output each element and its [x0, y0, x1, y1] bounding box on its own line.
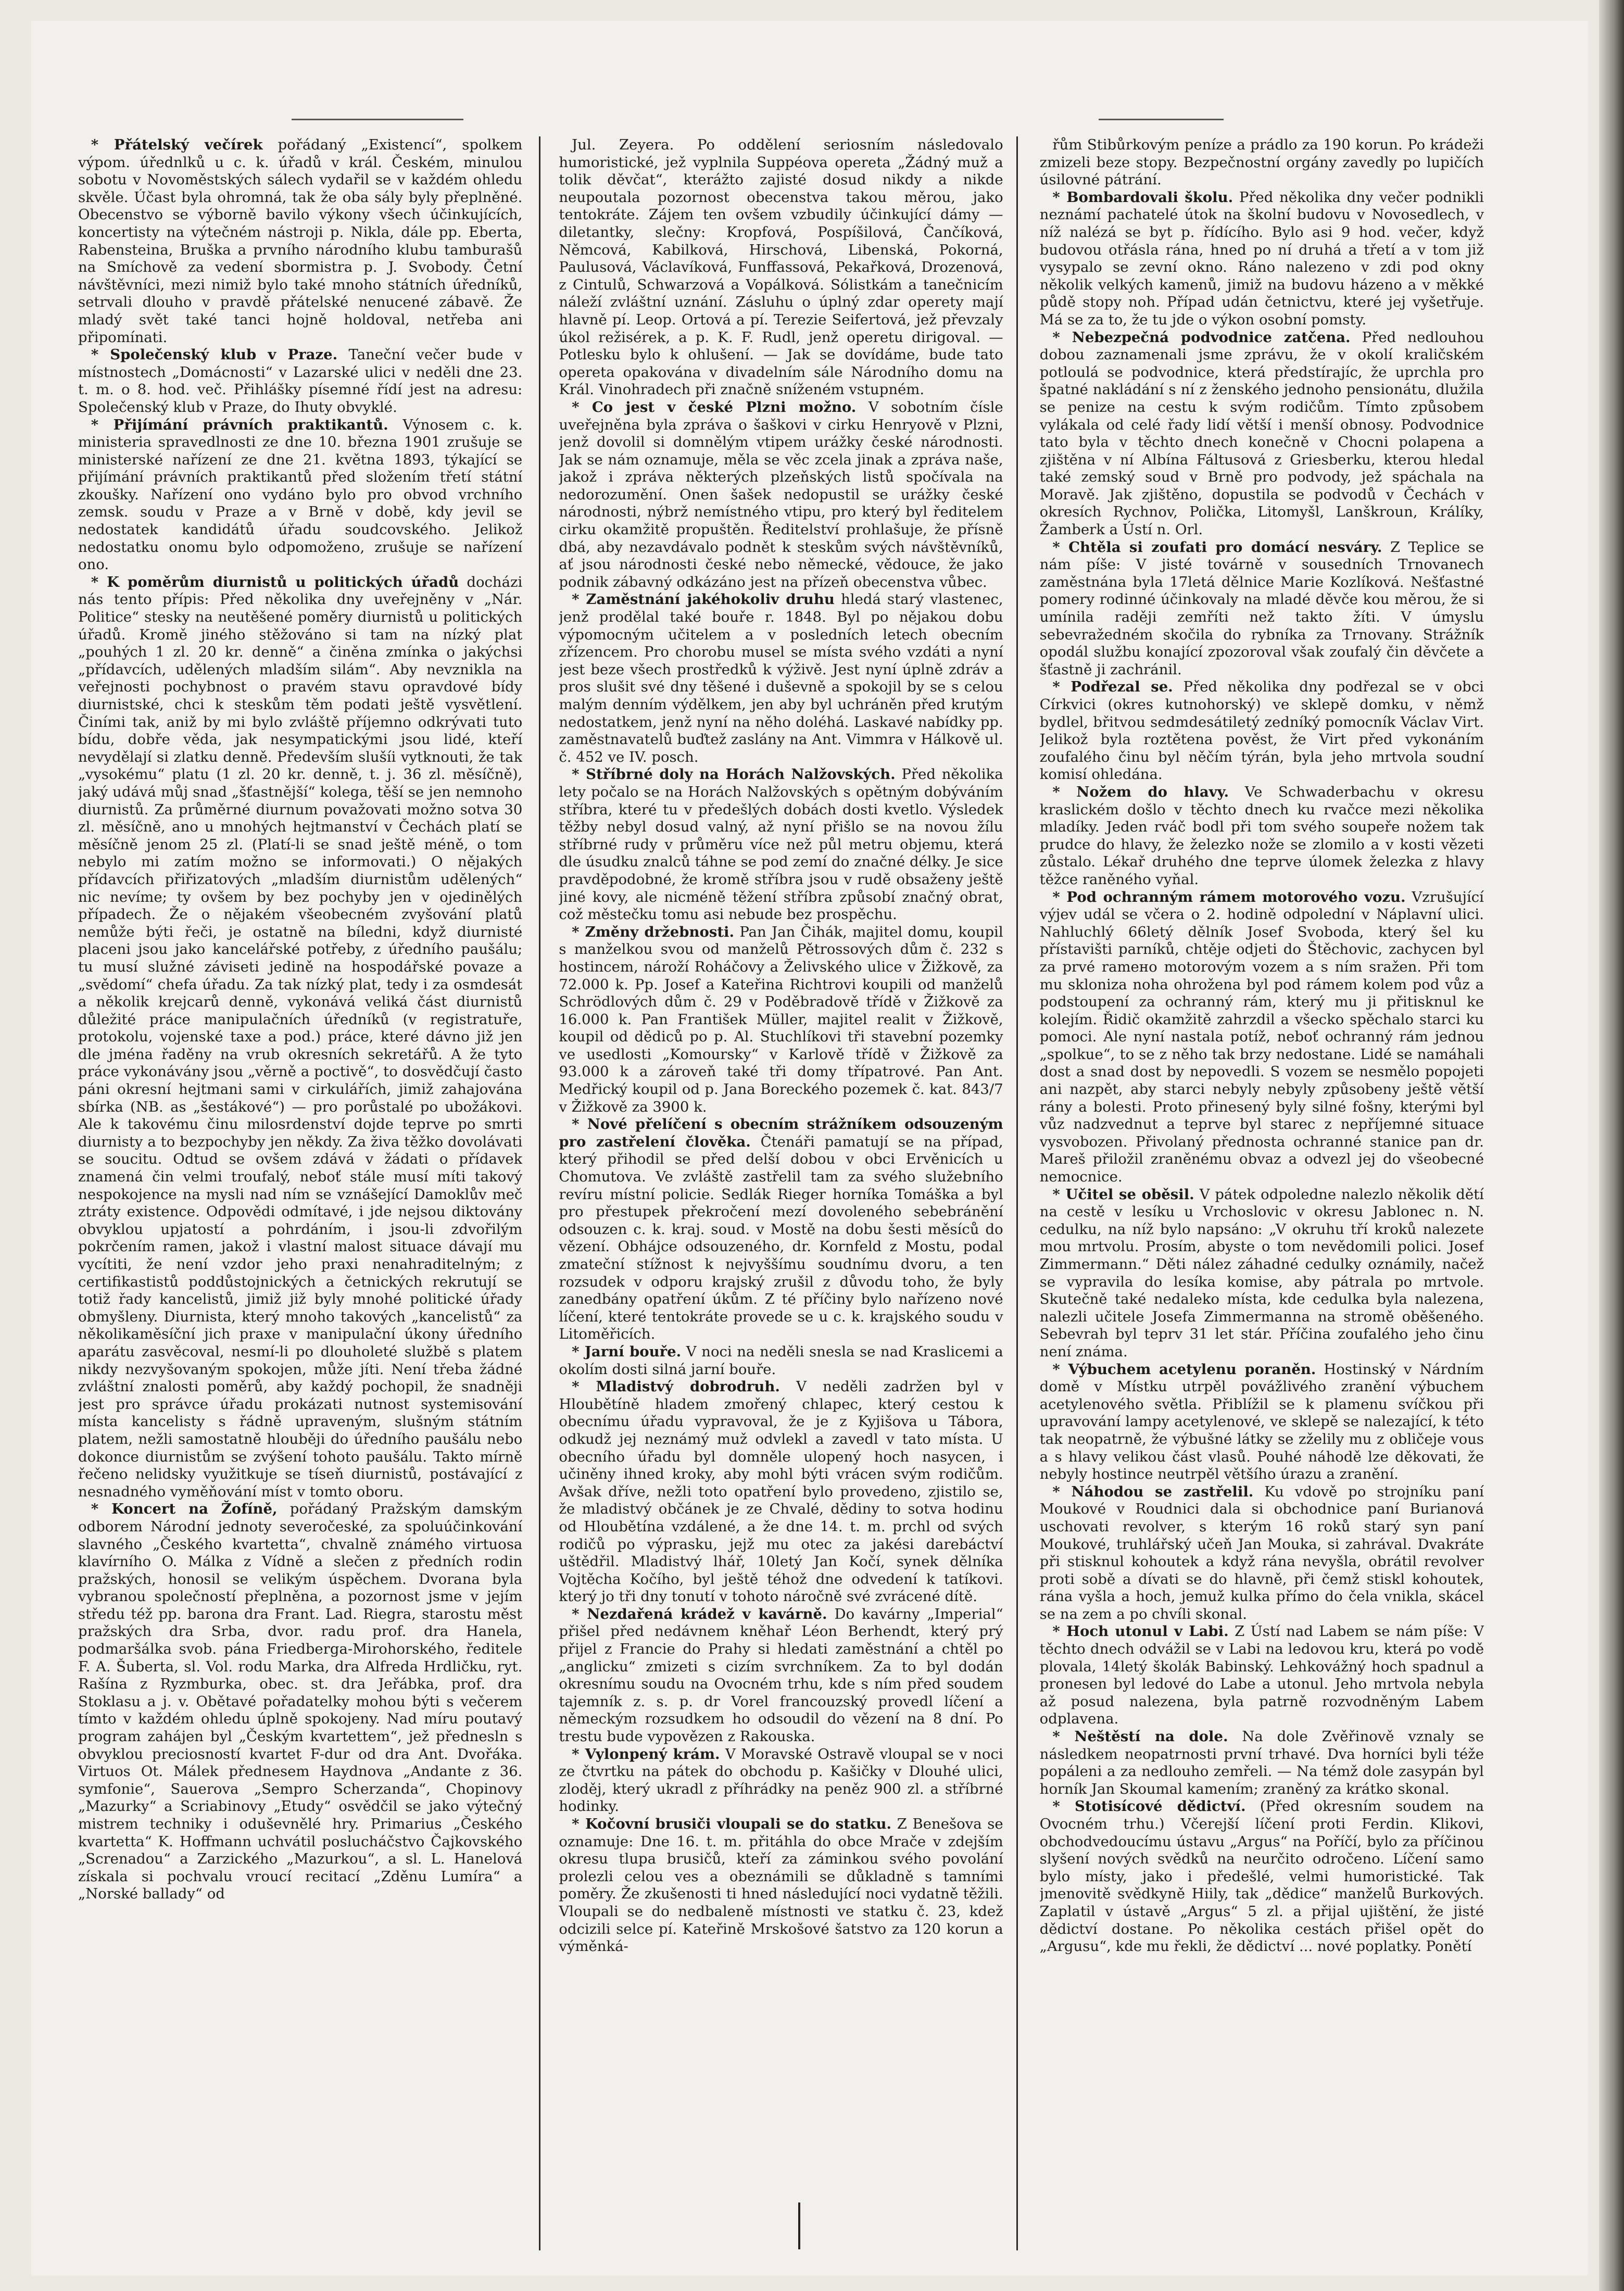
news-item-body: pořádaný „Existencí“, spolkem výpom. úřednlků u c. k. úřadů v král. Českém, minulou sobotu v Novoměstských sálech vydařil se v každém ohledu skvěle. Účast byla ohromná, tak že oba sály byly přeplněné. Obecenstvo se výborně bavilo výkony všech účinkujících, koncertisty na výtečném nástroji p. Nikla, dále pp. Eberta, Rabensteina, Bruška a prvního národního klubu tamburašů na Smíchově za vedení sbormistra p. J. Svobody. Četní návštěvníci, mezi nimiž bylo také mnoho státních úředníků, setrvali dlouho v pravdě přátelské nenucené zábavě. Že mladý svět také tanci hojně holdoval, netřeba ani připomínati. [78, 136, 523, 346]
news-item [559, 1116, 1003, 1343]
column-2 [559, 136, 1003, 2250]
news-item-heading: * Stříbrné doly na Horách Nalžovských. [572, 766, 896, 783]
news-item-heading: * Podřezal se. [1052, 678, 1173, 696]
news-item [559, 766, 1003, 923]
news-item [559, 399, 1003, 591]
news-item-heading: * Nové přelíčení s obecním strážníkem odsouzeným pro zastřelení člověka. [559, 1116, 1003, 1150]
news-item-heading: * Kočovní brusiči vloupali se do statku. [572, 1816, 892, 1832]
news-item [559, 1816, 1003, 1956]
news-item [1040, 1186, 1484, 1361]
news-item [559, 1378, 1003, 1606]
news-item-heading: * K poměrům diurnistů u politických úřadů [91, 573, 459, 590]
news-item-body: (Před okresním soudem na Ovocném trhu.) Včerejší líčení proti Ferdin. Klikovi, obchodvedoucímu ústavu „Argus“ na Poříčí, bylo za příčinou slyšení nových svědků na neurčito odročeno. Líčení samo bylo místy, jako i předešlé, velmi humoristické. Tak jmenovitě svědkyně Hiily, tak „dědice“ manželů Burkových. Zaplatil v ústavě „Argus“ 5 zl. a přijal ujištění, že jisté dědictví dostane. Po několika cestách přišel opět do „Argusu“, kde mu řekli, že dědictví ... nové poplatky. Ponětí [1039, 1798, 1484, 1955]
news-item-heading: * Pod ochranným rámem motorového vozu. [1052, 888, 1406, 905]
news-item [1040, 189, 1484, 329]
news-item [78, 1501, 522, 1903]
news-item-body: Z Ústí nad Labem se nám píše: V těchto dnech odvážil se v Labi na ledovou kru, která po vodě plovala, 14letý školák Babinský. Lehkovážný hoch spadnul a pronesen byl ledové do Labe a utonul. Jeho mrtvola nebyla až posud nalezena, byla patrně rozvodněným Labem odplavena. [1039, 1623, 1484, 1728]
news-item-heading: * Učitel se oběsil. [1052, 1186, 1194, 1203]
news-item-heading: * Přátelský večírek [91, 136, 263, 153]
news-item [1040, 1798, 1484, 1955]
news-item [78, 136, 522, 346]
news-item-heading: * Mladistvý dobrodruh. [572, 1378, 780, 1395]
news-item-body: Vzrušující výjev udál se včera o 2. hodině odpolední v Náplavní ulici. Nahluchlý 66letý dělník Josef Svoboda, který šel ku přístavišti parníků, chtěje odjeti do Štěchovic, zachycen byl za prvé ramено motorovým vozem a s ním sražen. Při tom mu skloniza noha ohrožena byl pod rámem kolem pod vůz a podstoupení za ochranný rám, který mu ji přitisknul ke kolejím. Řidič okamžitě zahrzdil a všecko spěchalo starci ku pomoci. Ale nyní nastala potíž, neboť ochranný rám jednou „spolkue“, to se z něho tak brzy nedostane. Lidé se namáhali dost a snad dost by nepovedli. S vozem se nesmělo popojeti ani nazpět, aby starci nebyly nebyly způsobeny ještě větší rány a bolesti. Proto přinesený byly silné fošny, kterými byl vůz nadzvednut a teprve byl starec z nepříjemné situace vysvobozen. Přivolaný přednosta ochranné stanice pan dr. Mareš přiložil zraněnému obvaz a odvezl jej do všeobecné nemocnice. [1039, 888, 1484, 1186]
news-item [1040, 136, 1484, 189]
header-rule-left [292, 119, 463, 120]
news-item-heading: * Chtěla si zoufati pro domácí nesváry. [1052, 538, 1382, 556]
news-item-heading: * Společenský klub v Praze. [91, 346, 338, 363]
news-item-body: hledá starý vlastenec, jenž prodělal také bouře r. 1848. Byl po nějakou dobu výpomocným učitelem a v posledních letech obecním zřízencem. Pro chorobu musel se místa svého vzdáti a nyní jest beze všech prostředků k výživě. Jest nyní úplně zdráv a pros slušit své dny těšené i duševně a spokojil by se s celou malým denním výdělkem, jen aby byl uchráněn před krutým nedostatkem, jenž nyní na něho doléhá. Laskavé nabídky pp. zaměstnavatelů buďtež zaslány na Ant. Vimmra v Hálkově ul. č. 452 ve IV. posch. [559, 591, 1003, 765]
news-item-heading: * Co jest v české Plzni možno. [572, 398, 857, 416]
news-item-body: pořádaný Pražským damským odborem Národní jednoty severočeské, za spoluúčinkování slavného „Českého kvartetta“, chvalně známého virtuosa klavírního O. Málka z Vídně a slečen z předních rodin pražských, honosil se velikým úspěchem. Dvorana byla vybranou společností přeplněna, a pozornost jsme v jejím středu též pp. barona dra Frant. Lad. Riegra, starostu měst pražských dra Srba, dvor. radu prof. dra Hanela, podmaršálka svob. pána Friedberga-Mirohorského, ředitele F. A. Šuberta, sl. Vol. rodu Marka, dra Alfreda Hrdličku, ryt. Rašína z Ryzmburka, obec. st. dra Jeřábka, prof. dra Stoklasu a j. v. Obětavé pořadatelky mohou býti s večerem tímto v každém ohledu úplně spokojeny. Nad míru poutavý program zahájen byl „Českým kvartettem“, jež přednesln s obvyklou preciosností kvartet F-dur od dra Ant. Dvořáka. Virtuos Ot. Málek přednesem Haydnova „Andante z 36. symfonie“, Sauerova „Sempro Scherzanda“, Chopinovy „Mazurky“ a Scriabinovy „Etudy“ osvědčil se jako výtečný mistrem techniky i oduševnělé hry. Primarius „Českého kvartetta“ K. Hoffmann uchvátil poslucháčstvo Čajkovského „Screnadou“ a Zarzického „Mazurkou“, a sl. L. Hanelová získala si pochvalu vroucí recitací „Zděnu Lumíra“ a „Norské ballady“ od [78, 1501, 523, 1903]
news-item-body: Z Teplice se nám píše: V jisté továrně v sousedních Trnovanech zaměstnána byla 17letá dělnice Marie Kozlíková. Nešťastné pomery rodinné účinkovaly na mladé děvče kou měrou, že si umínila raději zemříti než takto žíti. V úmyslu sebevražedném skočila do rybníka za Trnovany. Strážník opodál službu konající zpozoroval však zoufalý čin děvčete a šťastně ji zachránil. [1039, 538, 1484, 678]
news-item-heading: * Neštěstí na dole. [1052, 1728, 1228, 1745]
news-item-body: Taneční večer bude v místnostech „Domácnosti“ v Lazarské ulici v neděli dne 23. t. m. o 8. hod. več. Přihlášky písemné řídí jest na adresu: Společenský klub v Praze, do Ihuty obvyklé. [78, 346, 523, 416]
news-item-heading: * Zaměstnání jakéhokoliv druhu [572, 591, 835, 608]
news-item-body: Výnosem c. k. ministeria spravedlnosti ze dne 10. března 1901 zrušuje se ministerské nařízení ze dne 21. května 1893, týkající se přijímání právních praktikantů před složením třetí státní zkoušky. Nařízení ono vydáno bylo pro obvod vrchního zemsk. soudu v Praze a v Brně v době, kdy jevil se nedostatek kandidátů úřadu soudcovského. Jelikož nedostatku onomu bylo odpomoženo, zrušuje se nařízení ono. [78, 416, 523, 573]
news-item [1040, 1623, 1484, 1728]
news-item [559, 1343, 1003, 1378]
column-1 [78, 136, 522, 2250]
news-item-heading: * Přijímání právních praktikantů. [91, 416, 388, 433]
news-item [559, 136, 1003, 399]
header-rule-right [1099, 119, 1224, 120]
news-item-body: V Moravské Ostravě vloupal se v noci ze čtvrtku na pátek do obchodu p. Kašičky v Dlouhé ulici, zloděj, který ukradl z příhrádky na peněz 900 zl. a stříbrné hodinky. [559, 1745, 1003, 1815]
news-item-heading: * Stotisícové dědictví. [1052, 1798, 1246, 1815]
news-item-body: V noci na neděli snesla se nad Kraslicemi a okolím dosti silná jarní bouře. [559, 1343, 1003, 1378]
news-item-body: Před nedlouhou dobou zaznamenali jsme zprávu, že v okolí kraličském potloulá se podvodnice, která předstírajíc, že uprchla pro špatné nakládání s ní z ženského jednoho pensionátu, dlužila se penize na cestu k svým rodičům. Tímto způsobem vylákala od celé řady lidí větší i menší obnosy. Podvodnice tato byla v těchto dnech konečně v Chocni polapena a zjištěna v ní Albína Fáltusová z Griesberku, kterou hledal také zemský soud v Brně pro podvody, jež spáchala na Moravě. Jak zjištěno, dopustila se podvodů v Čechách v okresích Rychnov, Polička, Litomyšl, Lanškroun, Králíky, Žamberk a Ústí n. Orl. [1039, 329, 1484, 538]
news-item-body: Před několika lety počalo se na Horách Nalžovských s opětným dobýváním stříbra, které tu v předešlých dobách dosti kvetlo. Výsledek těžby nebyl dosud valný, až nyní přišlo se na novou žílu stříbrné rudy v průměru více než půl metru objemu, která dle úsudku znalců táhne se pod zemí do značné délky. Je sice pravděpodobné, že kromě stříbra jsou v rudě obsaženy ještě jiné kovy, ale nicméně těžení stříbra způsobí značný obrat, což městečku tomu asi nebude bez prospěchu. [559, 766, 1003, 923]
news-item-body: docházi nás tento přípis: Před několika dny uveřejněny v „Nár. Politice“ stesky na neutěšené poměry diurnistů u politických úřadů. Kromě jiného stěžováno si tam na nízký plat „pouhých 1 zl. 20 kr. denně“ a činěna zmínka o jakýchsi „přídavcích, udělených mladším silám“. Aby nevznikla na veřejnosti pochybnost o pravém stavu opravdové bídy diurnistské, chci k steskům těm podati ještě vysvětlení. Činími tak, aniž by mi bylo zvláště příjemno odkrývati tuto bídu, dobře věda, jak nesympatickými jsou lidé, kteří nevydělají si zlatku denně. Především slušíi vytknouti, že tak „vysokému“ platu (1 zl. 20 kr. denně, t. j. 36 zl. měsíčně), jaký udává můj snad „šťastnější“ kolega, těší se jen nemnoho diurnistů. Za průměrné diurnum považovati možno sotva 30 zl. měsíčně, ano u mnohých hejtmanství v Čechách platí se měsíčně jenom 25 zl. (Platí-li se snad ještě méně, o tom nebylo mi zatím možno se informovati.) O nějakých přídavcích přiřizatových „mladším diurnistům udělených“ nic nevíme; ty ovšem by bez pochyby jen v ojedinělých případech. Že o nějakém všeobecném zvyšování platů nemůže býti řeči, je ostatně na bíledni, když diurnisté placeni jsou jako kancelářské potřeby, z úředního paušálu; tu musí služné záviseti jedině na hospodářské povaze a „svědomí“ chefa úřadu. Za tak nízký plat, tedy i za osmdesát a několik krejcarů denně, vykonává veliká část diurnistů důležité práce manipulačních úředníků (v registratuře, protokolu, vojenské taxe a pod.) práce, které dávno již jen dle jména řaděny na vrub okresních sekretářů. A že tyto práce vykonávány jsou „věrně a poctivě“, to dosvědčují často páni okresní hejtmani sami v cirkulářích, jimiž zahajována sbírka (NB. as „šestákové“) — pro porůstalé po ubožákovi. Ale k takovému činu milosrdenství dojde teprve po smrti diurnisty a to bezpochyby jen někdy. Za živa těžko dovolávati se soucitu. Odtud se ovšem zdává v žádati o přídavek znamená čin velmi troufalý, neboť stále musí míti takový nespokojence na mysli nad ním se vznášející Damoklův meč ztráty existence. Odpovědi odmítavé, i jde nejsou diktovány obvyklou upjatostí a pohrdáním, i jsou-li zdvořilým pokrčením ramen, jakož i vlastní malost situace dávají mu vycítiti, že není vzdor jeho praxi nenahraditelným; z certifikastistů poddůstojnických a četnických rekrutují se totiž řady kancelistů, jimiž již byly mnohé politické úřady obmyšleny. Diurnista, který mnoho takových „kancelistů“ za několikaměsíční jich praxe v manipulační úkony úředního aparátu zasvěcoval, nesmí-li po dlouholeté službě s platem nikdy nezvyšovaným spokojen, může jíti. Není třeba žádné zvláštní znalosti poměrů, aby každý pochopil, že snadněji jest pro správce úřadu prokázati nutnost systemisování místa kancelisty s řádně upraveným, slušným státním platem, nežli samostatně hlouběji do úředního paušálu nebo dokonce diurnistům se zvýšení tohoto paušálu. Takto mírně řečeno nelidsky využitkuje se tíseň diurnistů, postávající z nesnadného vyměňování míst v tomto oboru. [78, 573, 523, 1500]
news-item [1040, 539, 1484, 679]
page-binding-edge [1599, 0, 1624, 2291]
news-item-heading: * Jarní bouře. [572, 1343, 682, 1360]
news-item [1040, 1483, 1484, 1623]
news-item-body: Na dole Zvěřinově vznaly se následkem neopatrnosti první trhavé. Dva horníci byli téže popáleni a za nedlouho zemřeli. — Na témž dole zasypán byl horník Jan Skoumal kamením; zraněný za krátko skonal. [1039, 1728, 1484, 1797]
news-item-body: Do kavárny „Imperial“ přišel před nedávnem kněhař Léon Berhendt, který prý přijel z Francie do Prahy si hledati zaměstnání a chtěl po „anglicku“ zmizeti s cizím svrchníkem. Za to byl dodán okresnímu soudu na Ovocném trhu, kde s ním před soudem tajemník z. s. p. dr Vorel francouzský provedl líčení a německým rozsudkem ho odsoudil do vězení na 8 dní. Po trestu bude vypovězen z Rakouska. [559, 1605, 1003, 1745]
column-3 [1040, 136, 1484, 2250]
news-item-body: V pátek odpoledne nalezlo několik dětí na cestě v lesíku u Vrchoslovic v okresu Jablonec n. N. cedulku, na níž bylo napsáno: „V okruhu tří kroků nalezete mou mrtvolu. Prosím, abyste o tom nevědomili polici. Josef Zimmermann.“ Děti nález záhadné cedulky oznámily, načež se vypravila do lesíka komise, aby pátrala po mrtvole. Skutečně také nedaleko místa, kde cedulka byla nalezena, nalezli učitele Josefa Zimmermanna na stromě oběšeného. Sebevrah byl teprv 31 let stár. Příčina zoufalého jeho činu není známa. [1039, 1186, 1484, 1360]
news-item [559, 1746, 1003, 1816]
news-item-body: Z Benešova se oznamuje: Dne 16. t. m. přitáhla do obce Mrače v zdejším okresu tlupa brusičů, kteří za záminkou svého povolání prolezli celou ves a obeznámili se důkladně s tamními poměry. Že zkušenosti ti hned následující noci vydatně těžili. Vloupali se do nedbaleně místnosti ve statku č. 23, kdež odcizili selce pí. Kateřině Mrskošové šatstvo za 120 korun a výměnká- [559, 1816, 1003, 1955]
news-item-heading: * Změny držebnosti. [572, 923, 735, 940]
news-item [78, 574, 522, 1501]
news-item-heading: * Koncert na Žofíně, [91, 1501, 278, 1518]
news-item [559, 924, 1003, 1116]
news-item-heading: * Nezdařená krádež v kavárně. [572, 1605, 827, 1622]
news-item-body: řům Stibůrkovým peníze a prádlo za 190 korun. Po krádeži zmizeli beze stopy. Bezpečnostní orgány zavedly po lupičích úsilovné pátrání. [1039, 136, 1484, 188]
news-item-body: Před několika dny večer podnikli neznámí pachatelé útok na školní budovu v Novosedlech, v níž nalézá se byt p. řídícího. Bylo asi 9 hod. večer, když budovou otřásla rána, hned po ní druhá a třetí a v tom již vysypalo se zevní okno. Ráno nalezeno v zdi pod okny několik velkých kamenů, jimiž na budovu házeno a v měkké půdě stopy noh. Případ udán četnictvu, které jej vyšetřuje. Má se za to, že tu jde o výkon osobní pomsty. [1039, 188, 1484, 328]
news-item-body: Jul. Zeyera. Po oddělení seriosním následovalo humoristické, jež vyplnila Suppéova opereta „Žádný muž a tolik děvčat“, kterážto zajisté dosud nikdy a nikde neupoutala pozornost obecenstva takou měrou, jako tentokráte. Zájem ten ovšem vzbudily účinkující dámy — diletantky, slečny: Kropfová, Pospíšilová, Čančíková, Němcová, Kabilková, Hirschová, Libenská, Pokorná, Paulusová, Václavíková, Funffassová, Pekařková, Drozenová, z Cintulů, Schwarzová a Vopálková. Sólistkám a tanečnicím náleží zvláštní uznání. Zásluhu o úplný zdar operety mají hlavně pí. Leop. Ortová a pí. Terezie Seifertová, jež převzaly úkol režisérek, a p. K. F. Rudl, jenž operetu dirigoval. — Potlesku bylo k ohlušení. — Jak se dovídáme, bude tato opereta opakována v divadelním sále Národního domu na Král. Vinohradech při značně sníženém vstupném. [559, 136, 1003, 398]
news-item [1040, 1728, 1484, 1798]
news-item-heading: * Náhodou se zastřelil. [1052, 1483, 1254, 1500]
news-item-heading: * Nebezpečná podvodnice zatčena. [1052, 329, 1351, 346]
news-item-heading: * Vylonpený krám. [572, 1745, 720, 1763]
news-item [1040, 784, 1484, 889]
news-item [1040, 678, 1484, 784]
news-item-body: Hostinský v Nárdním domě v Místku utrpěl povážlivého zranění výbuchem acetylenového světla. Přiblížil se k plamenu svíčkou při upravování lampy acetylenové, ve sklepě se nalezající, k této tak neopatrně, že výbušné látky se zželily mu z obličeje vous a s hlavy velikou část vlasů. Pouhé náhodě lze děkovati, že nebyly hostince neutrpěl většího úrazu a zranění. [1039, 1361, 1484, 1483]
news-item-body: V sobotním čísle uveřejněna byla zpráva o šaškovi v cirku Henryově v Plzni, jenž dovolil si domnělým vtipem urážky české národnosti. Jak se nám oznamuje, měla se věc zcela jinak a zpráva naše, jakož i zpráva některých plzeňských listů spočívala na nedorozumění. Onen šašek nedopustil se urážky české národnosti, nýbrž nemístného vtipu, pro který byl ředitelem cirku okamžitě propuštěn. Ředitelství prohlašuje, že přísně dbá, aby nezavdávalo podnět k steskům svých návštěvníků, ať jsou národnosti české nebo německé, vědouce, že jako podnik zábavný odkázáno jest na přízeň obecenstva vůbec. [559, 398, 1003, 590]
news-item [1040, 889, 1484, 1186]
news-item-heading: * Hoch utonul v Labi. [1052, 1623, 1229, 1640]
news-item-body: Ve Schwaderbachu v okresu kraslickém došlo v těchto dnech ku rvačce mezi několika mladíky. Jeden rváč bodl při tom svého soupeře nožem tak prudce do hlavy, že železko nože se zlomilo a v kosti vězeti zůstalo. Lékař druhého dne teprve úlomek železka z hlavy těžce raněného vyňal. [1039, 783, 1484, 888]
news-item [1040, 329, 1484, 539]
news-item [559, 1606, 1003, 1746]
news-item-heading: * Bombardovali školu. [1052, 188, 1233, 206]
column-foot-mark [798, 2202, 800, 2249]
news-item-body: Čtenáři pamatují se na případ, který přihodil se před delší dobou v obci Ervěnicích u Chomutova. Ve zvláště zastřelil tam za svého služebního revíru místní policie. Sedlák Rieger horníka Tomáška a byl pro přestupek překročení mezí dovoleného sebebránění odsouzen c. k. kraj. soud. v Mostě na dobu šesti měsíců do vězení. Obhájce odsouzeného, dr. Kornfeld z Mostu, podal zmateční stížnost k nejvyššímu soudnímu dvoru, a ten rozsudek v odporu krajský zrušil z důvodu toho, že byly zanedbány opatření úkům. Z té příčiny bylo nařízeno nové líčení, které tentokráte provede se u c. k. krajského soudu v Litoměřicích. [559, 1133, 1003, 1343]
news-item-body: Ku vdově po strojníku paní Moukové v Roudnici dala si obchodnice paní Burianová uschovati revolver, s kterým 16 roků starý syn paní Moukové, truhlářský učeň Jan Mouka, si zahrával. Dvakráte při stisknul kohoutek a když rána nevyšla, obrátil revolver proti sobě a dívati se do hlavně, při čemž stiskl kohoutek, rána vyšla a hoch, jemuž kulka přímo do čela vnikla, skácel se na zem a po chvíli skonal. [1039, 1483, 1484, 1622]
news-item [559, 591, 1003, 766]
news-item-body: Před několika dny podřezal se v obci Církvici (okres kutnohorský) ve sklepě domku, v němž bydlel, břitvou sedmdesátiletý zedníký pomocník Václav Virt. Jelikož byla roztětena pověst, že Virt před vykonáním zoufalého činu byl něčím týrán, byla jeho mrtvola soudní komisí ohledána. [1039, 678, 1484, 783]
article-columns [78, 136, 1484, 2250]
news-item-heading: * Výbuchem acetylenu poraněn. [1052, 1361, 1316, 1378]
news-item-heading: * Nožem do hlavy. [1052, 783, 1229, 800]
news-item-body: V neděli zadržen byl v Hloubětíně hladem zmořený chlapec, který cestou k obecnímu úřadu vypravoval, že je z Kyjišova u Tábora, odkudž jej neznámý muž odvlekl a zavedl v tato místa. U obecního úřadu byl domněle ulopený hoch nasycen, i učiněny ihned kroky, aby mohl býti vrácen svým rodičům. Avšak dříve, nežli toto opatření bylo provedeno, zjistilo se, že mladistvý občánek je ze Chvalé, dědiny to sotva hodinu od Hloubětína vzdálené, a že dne 14. t. m. prchl od svých rodičů po výprasku, jejž mu otec za jakési darebáctví uštědřil. Mladistvý lhář, 10letý Jan Kočí, synek dělníka Vojtěcha Kočího, byl ještě téhož dne odvedení k tatíkovi. který jo tři dny tonutí v tohoto náročně své zvrácené dítě. [559, 1378, 1003, 1605]
news-item [78, 346, 522, 416]
news-item-body: Pan Jan Čihák, majitel domu, koupil s manželkou svou od manželů Pětrossových dům č. 232 s hostincem, nároží Roháčovy a Želivského ulice v Žižkově, za 72.000 k. Pp. Josef a Kateřina Richtrovi koupili od manželů Schrödlových dům č. 29 v Poděbradově třídě v Žižkově za 16.000 k. Pan František Müller, majitel realit v Žižkově, koupil od dědiců po p. Al. Stuchlíkovi tři stavební pozemky ve usedlosti „Komoursky“ v Karlově třídě v Žižkově za 93.000 k a zároveň také tři domy třípatrové. Pan Ant. Medřický koupil od p. Jana Boreckého pozemek č. kat. 843/7 v Žižkově za 3900 k. [559, 923, 1003, 1115]
news-item [1040, 1361, 1484, 1483]
news-item [78, 417, 522, 574]
